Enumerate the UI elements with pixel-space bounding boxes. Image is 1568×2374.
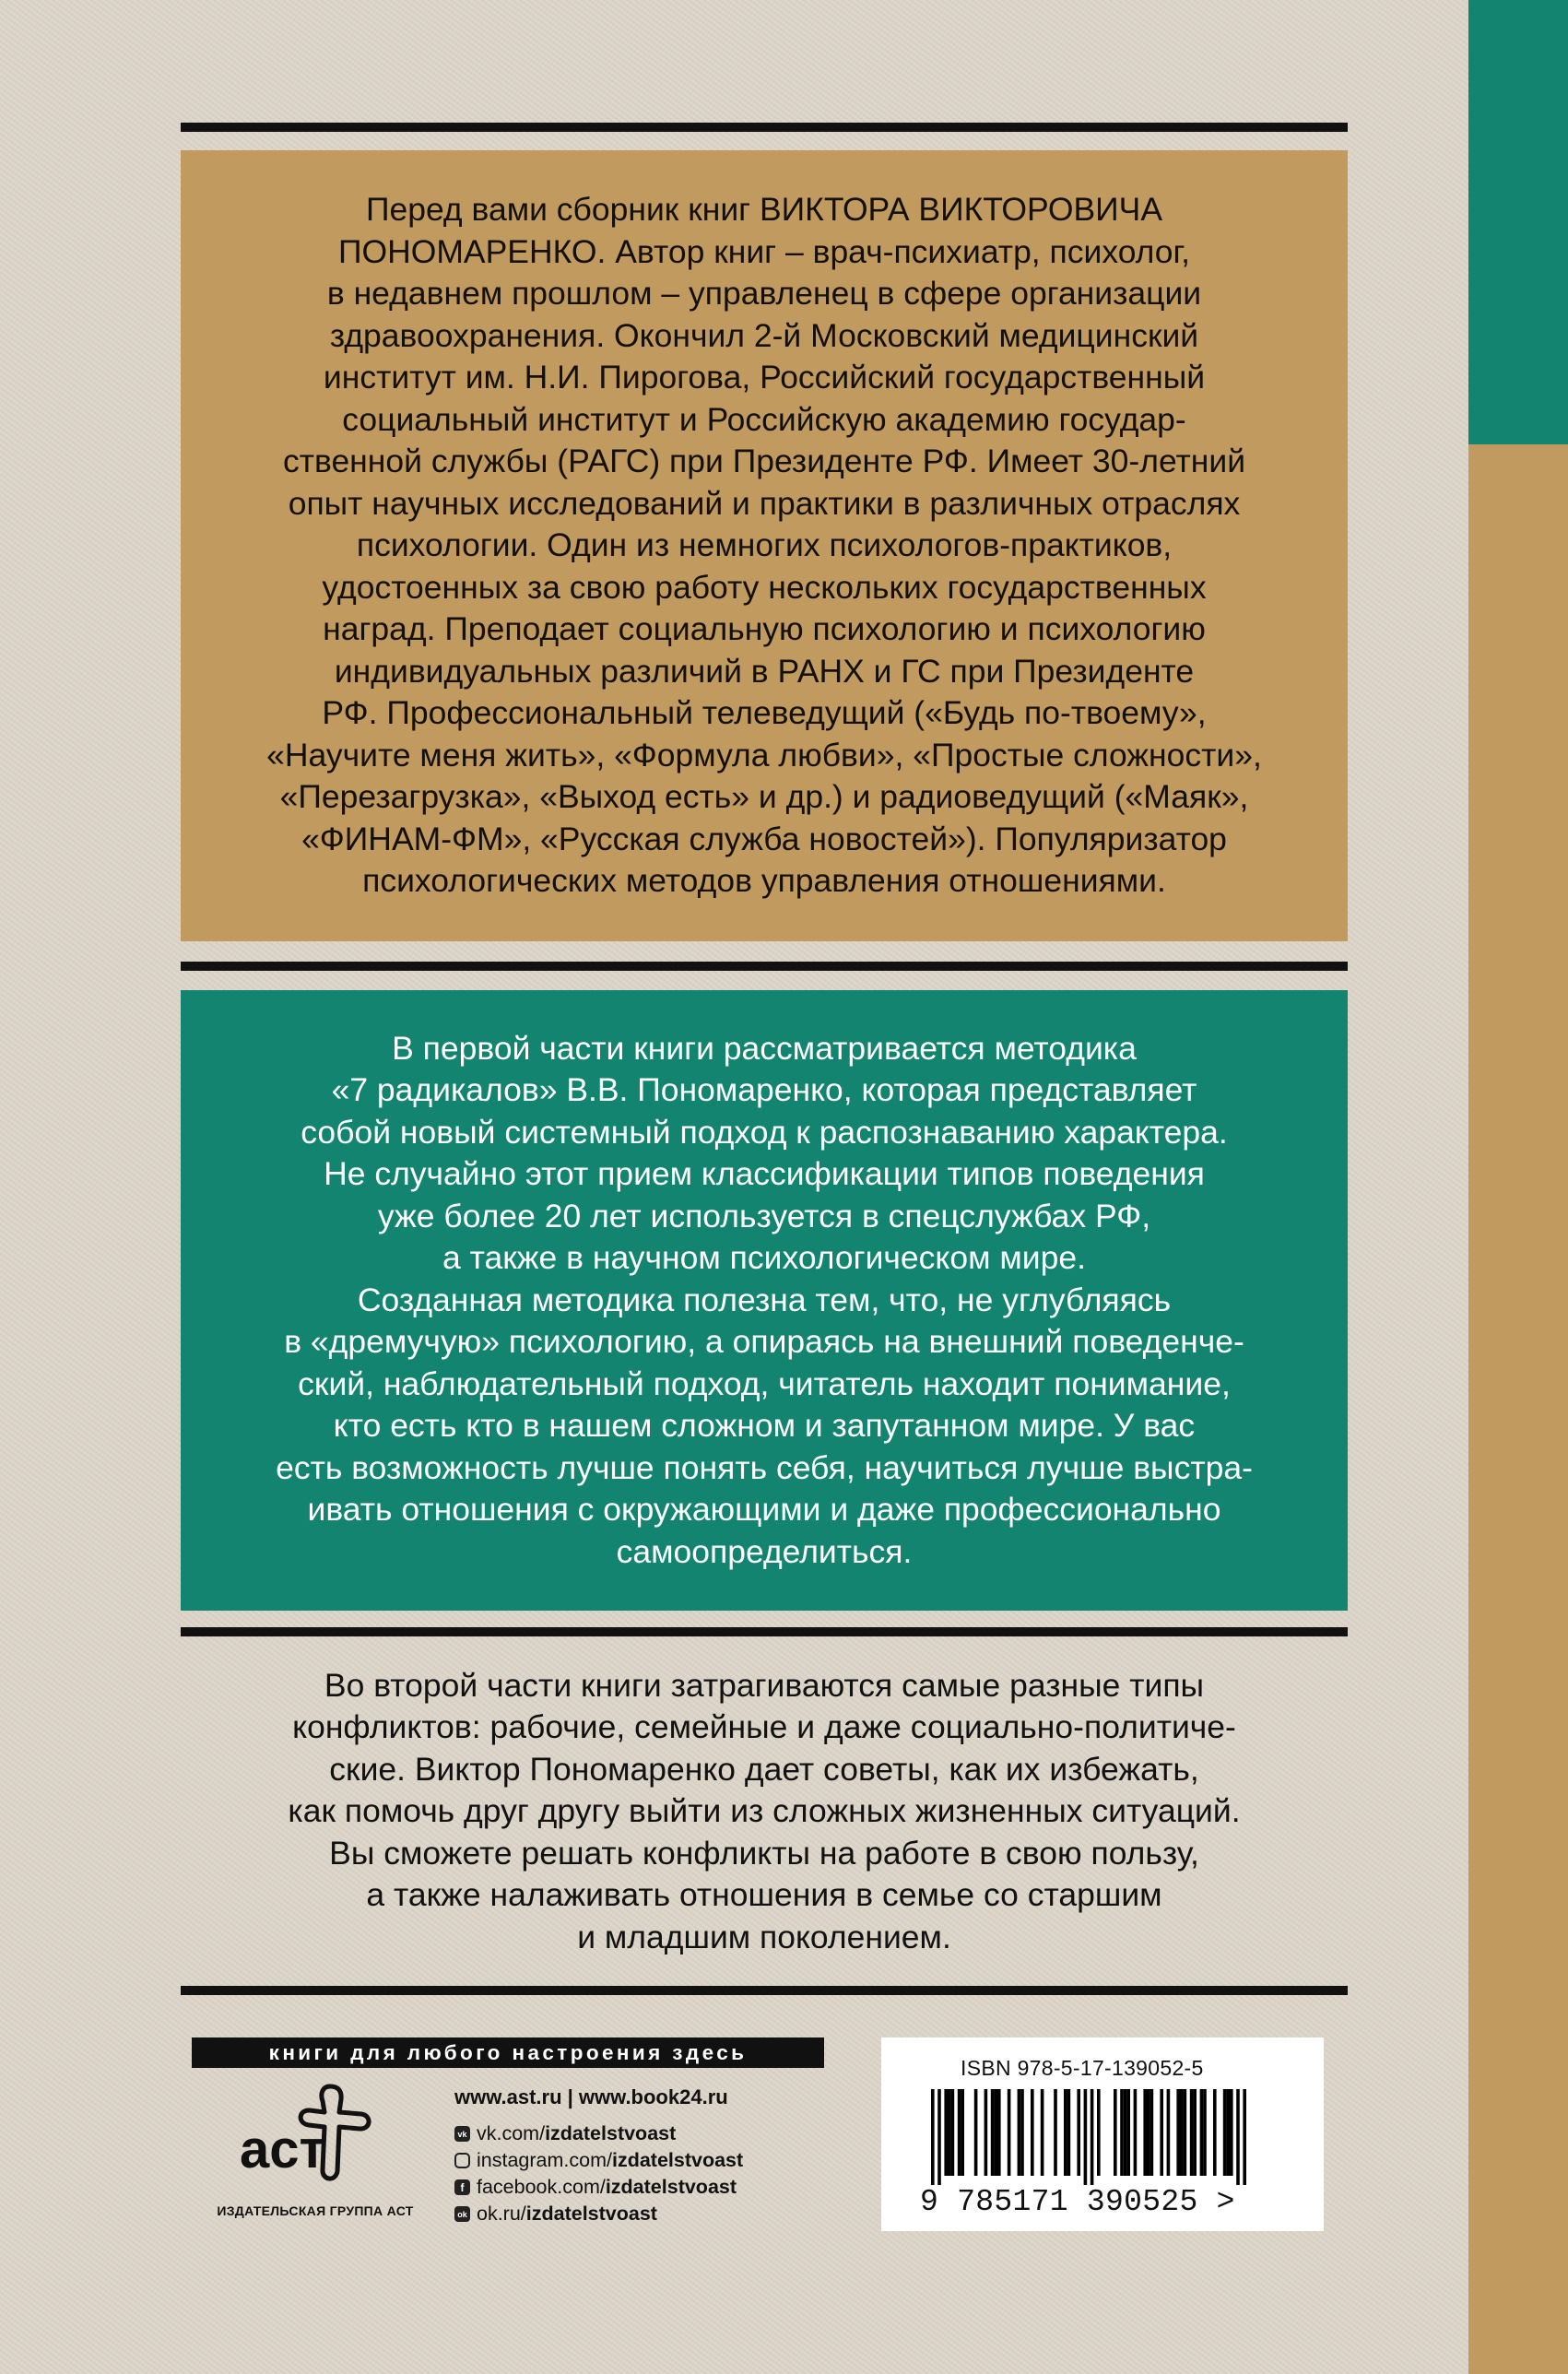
divider-rule (181, 1627, 1348, 1636)
barcode-digits: 9 785171 390525 > (920, 2185, 1235, 2219)
spine-teal-band (1468, 0, 1568, 444)
website-links[interactable]: www.ast.ru | www.book24.ru (454, 2085, 728, 2108)
text-line: индивидуальных различий в РАНХ и ГС при Президенте (334, 652, 1195, 690)
barcode-bar (1020, 2089, 1024, 2176)
barcode-bar (1190, 2089, 1194, 2176)
text-line: психологических методов управления отношениями. (362, 862, 1166, 900)
text-line: В первой части книги рассматривается методика (392, 1029, 1137, 1067)
text-line: конфликтов: рабочие, семейные и даже социально-политиче- (292, 1708, 1236, 1746)
text-line: как помочь друг другу выйти из сложных жизненных ситуаций. (288, 1792, 1241, 1830)
barcode-bar (1054, 2089, 1057, 2176)
barcode-bar (1243, 2089, 1246, 2185)
barcode-bar (958, 2089, 961, 2176)
ast-logo-icon (230, 2079, 387, 2190)
barcode-bar (1084, 2089, 1088, 2185)
barcode-bar (1114, 2089, 1117, 2176)
barcode-bar (991, 2089, 995, 2176)
social-link[interactable] (454, 2120, 743, 2147)
barcode-bar (931, 2089, 935, 2185)
social-link-prefix: ok.ru/ (477, 2203, 526, 2225)
text-line: Не случайно этот прием классификации типов поведения (324, 1155, 1205, 1193)
barcode-bar (1184, 2089, 1187, 2176)
spine-gold-band (1468, 444, 1568, 2374)
text-line: в недавнем прошлом – управленец в сфере организации (326, 275, 1202, 313)
barcode-bar (1230, 2089, 1233, 2176)
text-line: самоопределиться. (616, 1532, 913, 1570)
barcode-bar (1064, 2089, 1067, 2176)
barcode-bar (1091, 2089, 1094, 2185)
barcode-bar (1077, 2089, 1080, 2176)
text-line: Во второй части книги затрагиваются самые разные типы (324, 1666, 1205, 1704)
text-line: ивать отношения с окружающими и даже профессионально (307, 1491, 1221, 1529)
barcode-bar (974, 2089, 978, 2176)
logo-wordmark: аст (240, 2120, 325, 2179)
text-line: Перед вами сборник книг ВИКТОРА ВИКТОРОВИЧА (365, 191, 1163, 229)
social-links (454, 2120, 743, 2227)
barcode-bar (1160, 2089, 1163, 2176)
text-line: наград. Преподает социальную психологию и психологию (323, 610, 1206, 648)
text-line: а также налаживать отношения в семье со старшим (366, 1876, 1162, 1914)
social-link-handle: izdatelstvoast (611, 2149, 744, 2171)
text-line: ские. Виктор Пономаренко дает советы, как их избежать, (329, 1750, 1199, 1788)
barcode-bar (1097, 2089, 1101, 2176)
divider-rule (181, 1986, 1348, 1995)
text-line: опыт научных исследований и практики в различных отраслях (288, 484, 1241, 522)
barcode-bar (951, 2089, 955, 2176)
isbn-barcode (881, 2037, 1324, 2231)
author-info-text (266, 189, 1262, 903)
social-link-handle: izdatelstvoast (605, 2176, 737, 2198)
text-line: «7 радикалов» В.В. Пономаренко, которая представляет (331, 1071, 1197, 1109)
barcode-bar (1008, 2089, 1011, 2176)
social-link[interactable] (454, 2147, 743, 2174)
barcode-bar (1041, 2089, 1044, 2176)
text-line: «Перезагрузка», «Выход есть» и др.) и радиоведущий («Маяк», (279, 778, 1249, 816)
text-line: удостоенных за свою работу нескольких государственных (322, 568, 1207, 606)
text-line: «ФИНАМ-ФМ», «Русская служба новостей»). Популяризатор (301, 820, 1227, 857)
text-line: а также в научном психологическом мире. (442, 1239, 1086, 1277)
social-link[interactable] (454, 2201, 743, 2227)
tagline-banner: книги для любого настроения здесь (192, 2037, 824, 2068)
text-line: Созданная методика полезна тем, что, не углубляясь (357, 1281, 1172, 1318)
social-link-prefix: vk.com/ (477, 2122, 546, 2144)
barcode-bar (961, 2089, 964, 2176)
barcode-bar (1180, 2089, 1184, 2176)
barcode-bar (984, 2089, 988, 2176)
text-line: есть возможность лучше понять себя, научиться лучше выстра- (276, 1448, 1253, 1486)
text-line: ский, наблюдательный подход, читатель находит понимание, (298, 1364, 1231, 1402)
text-line: институт им. Н.И. Пирогова, Российский государственный (323, 359, 1206, 396)
barcode-bar (1134, 2089, 1138, 2176)
part-one-box (181, 990, 1348, 1611)
text-line: Вы сможете решать конфликты на работе в свою пользу, (329, 1834, 1199, 1872)
barcode-bar (1200, 2089, 1204, 2176)
barcode-bar (1150, 2089, 1154, 2176)
barcode-bar (1226, 2089, 1230, 2176)
divider-rule (181, 123, 1348, 132)
divider-rule (181, 962, 1348, 971)
text-line: собой новый системный подход к распознаванию характера. (301, 1113, 1228, 1151)
text-line: РФ. Профессиональный телеведущий («Будь по-твоему», (322, 694, 1207, 732)
text-line: здравоохранения. Окончил 2-й Московский медицинский (329, 316, 1199, 354)
barcode-bar (1193, 2089, 1197, 2176)
text-line: ПОНОМАРЕНКО. Автор книг – врач-психиатр, психолог, (337, 232, 1190, 270)
social-link-prefix: facebook.com/ (477, 2176, 606, 2198)
author-info-box (181, 150, 1348, 941)
barcode-bar (1203, 2089, 1207, 2176)
text-line: и младшим поколением. (577, 1918, 951, 1955)
barcode-bar (1031, 2089, 1034, 2176)
social-link[interactable] (454, 2174, 743, 2201)
barcode-bar (1067, 2089, 1071, 2176)
text-line: психологии. Один из немногих психологов-практиков, (356, 526, 1173, 564)
text-line: «Научите меня жить», «Формула любви», «Простые сложности», (266, 736, 1262, 774)
text-line: кто есть кто в нашем сложном и запутанном мире. У вас (333, 1407, 1196, 1445)
barcode-bar (937, 2089, 941, 2185)
odnoklassniki-icon: ok (454, 2206, 470, 2222)
barcode-bar (1018, 2089, 1021, 2176)
barcode-bar (994, 2089, 997, 2176)
text-line: ственной службы (РАГС) при Президенте РФ. Имеет 30-летний (282, 443, 1246, 480)
barcode-bar (1236, 2089, 1240, 2185)
text-line: в «дремучую» психологию, а опираясь на внешний поведенче- (284, 1323, 1244, 1361)
barcode-bar (1176, 2089, 1180, 2176)
text-line: уже более 20 лет используется в спецслужбах РФ, (377, 1197, 1151, 1234)
barcode-bar (1124, 2089, 1127, 2176)
barcode-bar (1147, 2089, 1150, 2176)
barcode-bar (1120, 2089, 1124, 2176)
barcode-bar (948, 2089, 951, 2176)
barcode-bar (1223, 2089, 1227, 2176)
text-line: социальный институт и Российскую академию государ- (342, 400, 1186, 438)
isbn-label: ISBN 978-5-17-139052-5 (961, 2056, 1204, 2080)
barcode-bar (1143, 2089, 1147, 2176)
social-link-prefix: instagram.com/ (477, 2149, 612, 2171)
barcode-bar (997, 2089, 1001, 2176)
barcode-bar (1213, 2089, 1217, 2176)
barcode-bar (944, 2089, 948, 2176)
part-two-box (181, 1650, 1348, 1973)
social-link-handle: izdatelstvoast (525, 2203, 657, 2225)
social-link-handle: izdatelstvoast (545, 2122, 677, 2144)
barcode-bar (1126, 2089, 1130, 2176)
part-two-text (288, 1665, 1240, 1959)
instagram-icon (454, 2153, 470, 2168)
facebook-icon: f (454, 2179, 470, 2195)
barcode-bar (1167, 2089, 1171, 2176)
part-one-text (276, 1028, 1253, 1574)
barcode-bars (931, 2089, 1281, 2185)
publisher-name: ИЗДАТЕЛЬСКАЯ ГРУППА АСТ (217, 2203, 414, 2218)
vk-icon: vk (454, 2126, 470, 2142)
